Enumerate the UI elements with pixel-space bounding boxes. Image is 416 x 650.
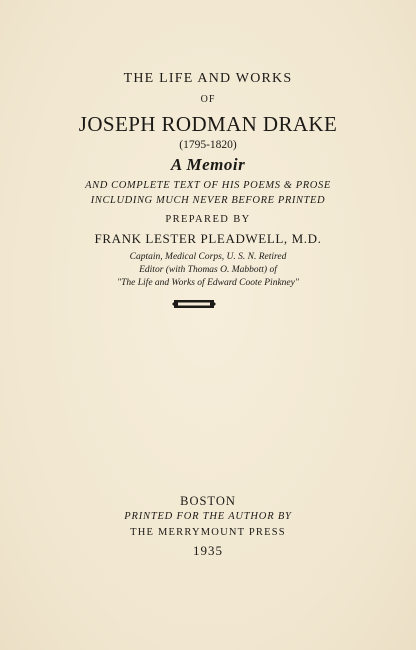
author-credential-2: Editor (with Thomas O. Mabbott) of bbox=[139, 265, 277, 275]
imprint-year: 1935 bbox=[193, 543, 223, 558]
imprint-printed-for: PRINTED FOR THE AUTHOR BY bbox=[124, 511, 292, 522]
printer-ornament-rule-icon bbox=[172, 299, 216, 309]
title-line-1: THE LIFE AND WORKS bbox=[123, 71, 293, 86]
imprint-press: THE MERRYMOUNT PRESS bbox=[130, 527, 286, 538]
author-credential-3: "The Life and Works of Edward Coote Pinkney" bbox=[117, 278, 299, 288]
prepared-by: PREPARED BY bbox=[165, 214, 251, 225]
memoir-heading: A Memoir bbox=[170, 155, 246, 174]
description-line-1: AND COMPLETE TEXT OF HIS POEMS & PROSE bbox=[85, 180, 331, 191]
subject-dates: (1795-1820) bbox=[179, 139, 237, 151]
author-name: FRANK LESTER PLEADWELL, M.D. bbox=[94, 231, 322, 246]
description-line-2: INCLUDING MUCH NEVER BEFORE PRINTED bbox=[90, 195, 326, 206]
author-credential-1: Captain, Medical Corps, U. S. N. Retired bbox=[129, 252, 287, 262]
subject-name: JOSEPH RODMAN DRAKE bbox=[78, 112, 338, 136]
imprint-city: BOSTON bbox=[180, 494, 236, 508]
title-line-2: OF bbox=[200, 94, 216, 105]
